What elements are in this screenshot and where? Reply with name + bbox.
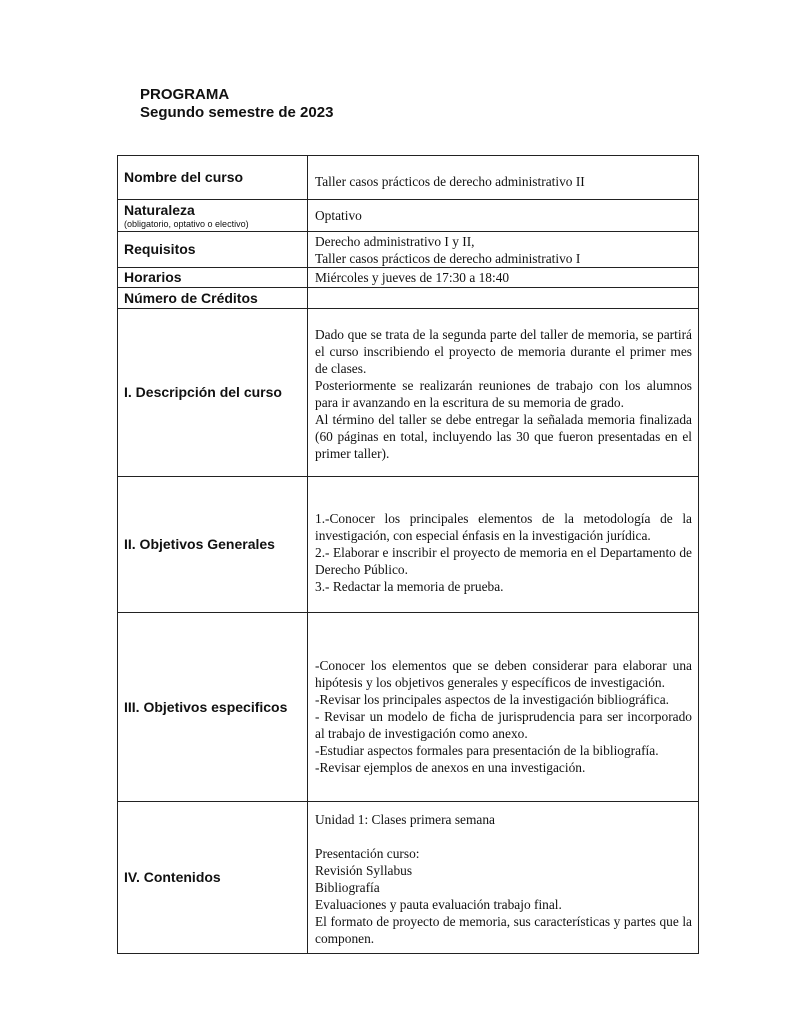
requisito-line: Derecho administrativo I y II, <box>315 233 475 249</box>
descripcion-paragraph: Al término del taller se debe entregar la señalada memoria finalizada (60 páginas en total, incluyendo las 30 que fueron presentadas en el primer taller). <box>315 411 692 461</box>
objetivo-general: 3.- Redactar la memoria de prueba. <box>315 579 504 594</box>
value-contenidos <box>308 802 699 954</box>
label-nombre-curso: Nombre del curso <box>118 156 308 200</box>
label-descripcion: I. Descripción del curso <box>118 309 308 477</box>
objetivo-especifico: -Revisar los principales aspectos de la investigación bibliográfica. <box>315 691 669 707</box>
program-table <box>117 155 699 954</box>
row-nombre-curso <box>118 156 699 200</box>
label-horarios: Horarios <box>118 268 308 288</box>
label-naturaleza: Naturaleza <box>124 201 195 218</box>
objetivo-general: 1.-Conocer los principales elementos de la metodología de la investigación, con especial énfasis en la investigación jurídica. <box>315 511 692 543</box>
row-naturaleza <box>118 200 699 232</box>
naturaleza-note: (obligatorio, optativo o electivo) <box>124 218 249 229</box>
label-creditos: Número de Créditos <box>118 288 308 309</box>
label-requisitos: Requisitos <box>118 232 308 268</box>
requisito-line: Taller casos prácticos de derecho administrativo I <box>315 250 581 266</box>
value-naturaleza: Optativo <box>308 200 699 232</box>
value-descripcion <box>308 309 699 477</box>
label-naturaleza-cell <box>118 200 308 232</box>
unit-title: Unidad 1: Clases primera semana <box>315 811 495 827</box>
document-header <box>140 86 333 122</box>
contenido-item: Revisión Syllabus <box>315 862 413 878</box>
descripcion-paragraph: Posteriormente se realizarán reuniones de trabajo con los alumnos para ir avanzando en la escritura de su memoria de grado. <box>315 377 692 410</box>
objetivo-especifico: - Revisar un modelo de ficha de jurisprudencia para ser incorporado al trabajo de investigación como anexo. <box>315 708 692 741</box>
value-requisitos <box>308 232 699 268</box>
value-objetivos-especificos <box>308 613 699 802</box>
unit-spacer <box>315 828 692 845</box>
document-subtitle: Segundo semestre de 2023 <box>140 104 334 121</box>
row-objetivos-especificos <box>118 613 699 802</box>
objetivo-especifico: -Conocer los elementos que se deben considerar para elaborar una hipótesis y los objetivos generales y específicos de investigación. <box>315 657 692 690</box>
label-objetivos-especificos: III. Objetivos especificos <box>118 613 308 802</box>
objetivo-especifico: -Revisar ejemplos de anexos en una investigación. <box>315 759 586 775</box>
descripcion-paragraph: Dado que se trata de la segunda parte del taller de memoria, se partirá el curso inscribiendo el proyecto de memoria durante el primer mes de clases. <box>315 326 692 376</box>
value-nombre-curso: Taller casos prácticos de derecho administrativo II <box>308 156 699 200</box>
value-horarios: Miércoles y jueves de 17:30 a 18:40 <box>308 268 699 288</box>
contenido-item: Evaluaciones y pauta evaluación trabajo final. <box>315 896 562 912</box>
label-objetivos-generales: II. Objetivos Generales <box>118 477 308 613</box>
contenido-item: Bibliografía <box>315 879 380 895</box>
row-horarios <box>118 268 699 288</box>
row-contenidos <box>118 802 699 954</box>
contenido-item: Presentación curso: <box>315 845 420 861</box>
document-title: PROGRAMA <box>140 86 230 103</box>
row-objetivos-generales <box>118 477 699 613</box>
objetivo-general: 2.- Elaborar e inscribir el proyecto de memoria en el Departamento de Derecho Público. <box>315 545 692 577</box>
value-objetivos-generales <box>308 477 699 613</box>
objetivo-especifico: -Estudiar aspectos formales para presentación de la bibliografía. <box>315 742 659 758</box>
label-contenidos: IV. Contenidos <box>118 802 308 954</box>
row-creditos <box>118 288 699 309</box>
value-creditos <box>308 288 699 309</box>
row-requisitos <box>118 232 699 268</box>
row-descripcion <box>118 309 699 477</box>
contenido-item: El formato de proyecto de memoria, sus características y partes que la componen. <box>315 913 692 946</box>
